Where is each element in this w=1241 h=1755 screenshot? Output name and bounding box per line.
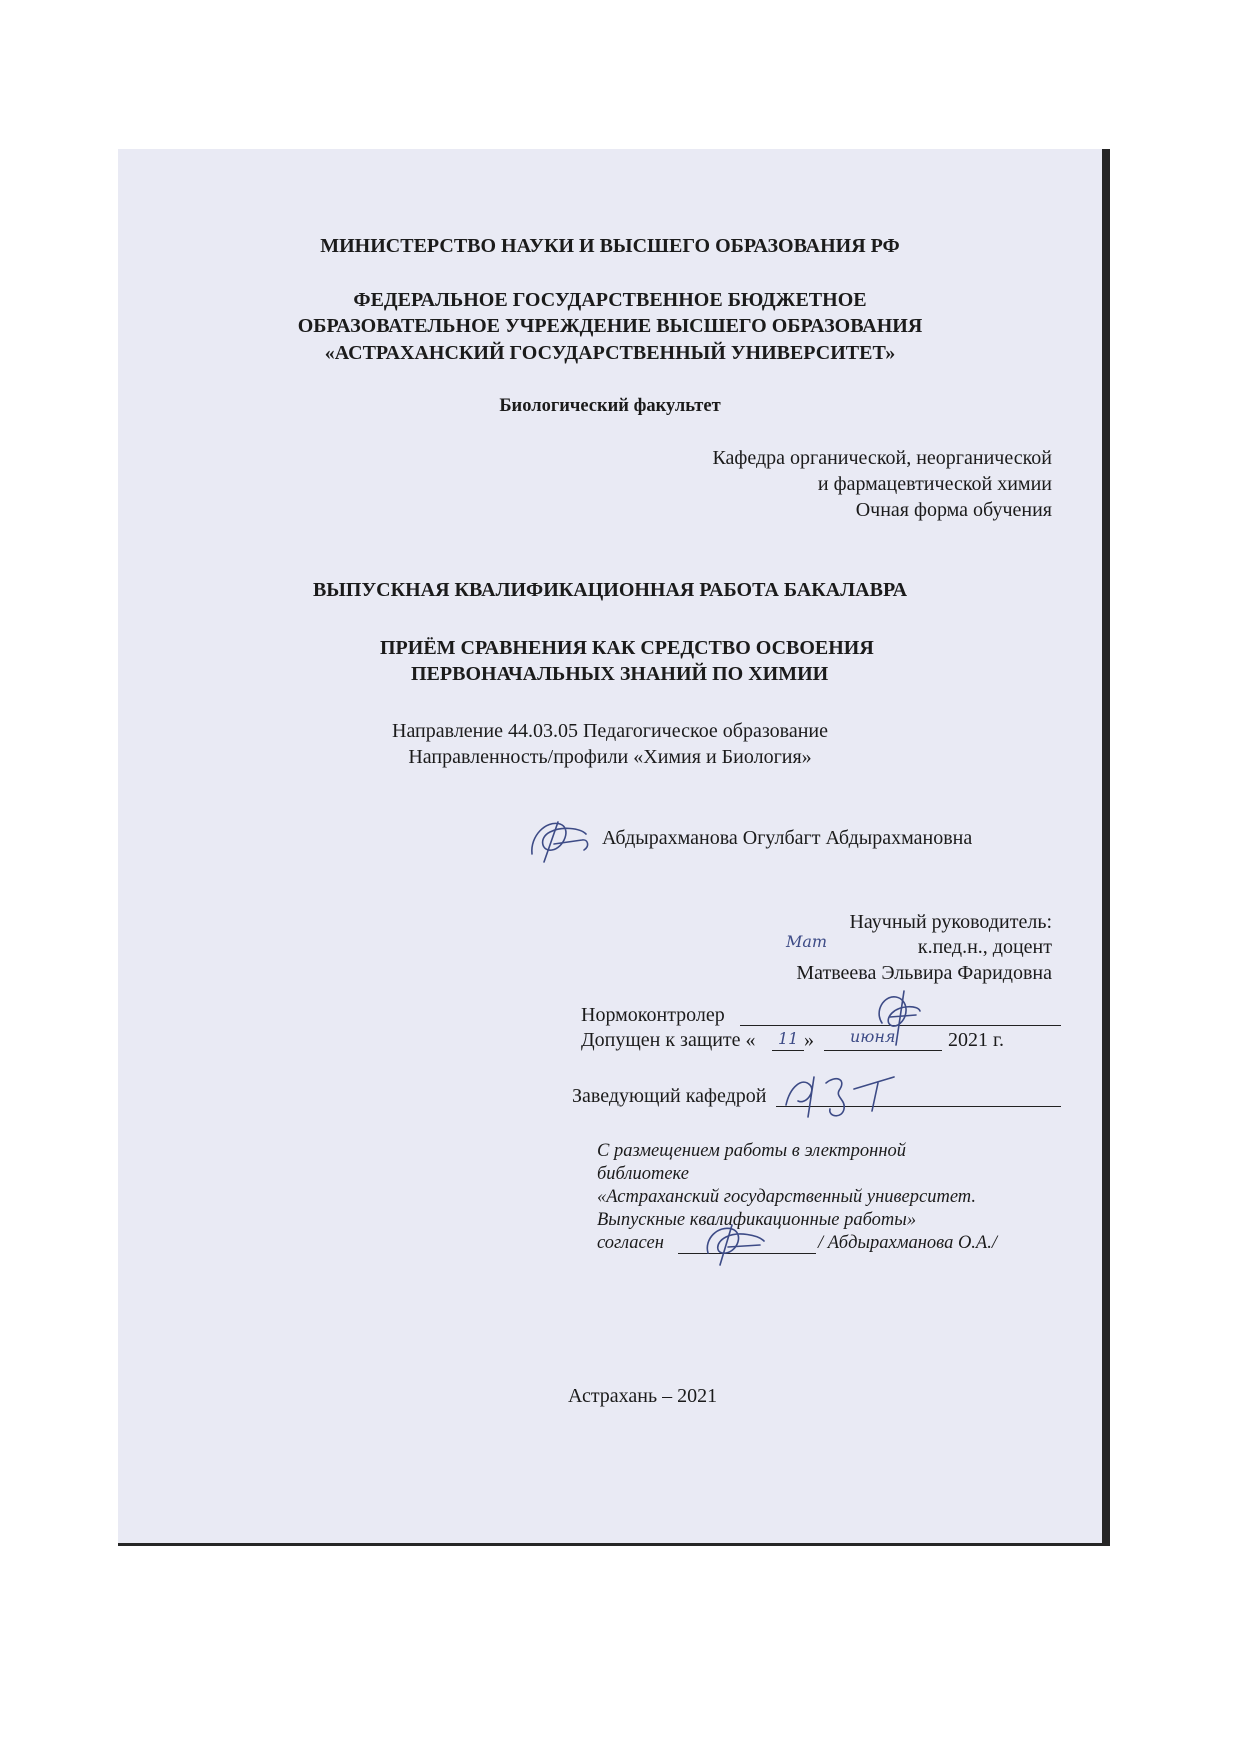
work-title-line-2: ПЕРВОНАЧАЛЬНЫХ ЗНАНИЙ ПО ХИМИИ (411, 663, 829, 685)
supervisor-signature: Мат (786, 932, 828, 951)
institution-line-3: «АСТРАХАНСКИЙ ГОСУДАРСТВЕННЫЙ УНИВЕРСИТЕТ» (324, 342, 896, 364)
normcontrol-label: Нормоконтролер (581, 1004, 725, 1026)
consent-line-1: С размещением работы в электронной (597, 1141, 907, 1161)
admitted-day: 11 (778, 1029, 799, 1048)
supervisor-name: Матвеева Эльвира Фаридовна (796, 962, 1052, 984)
head-of-department-label: Заведующий кафедрой (572, 1085, 767, 1107)
admitted-month: июня (850, 1027, 896, 1046)
author-signature (524, 814, 596, 870)
supervisor-label: Научный руководитель: (849, 911, 1052, 933)
faculty-name: Биологический факультет (499, 396, 721, 416)
institution-line-1: ФЕДЕРАЛЬНОЕ ГОСУДАРСТВЕННОЕ БЮДЖЕТНОЕ (353, 289, 867, 311)
head-signature (780, 1065, 900, 1127)
work-title-line-1: ПРИЁМ СРАВНЕНИЯ КАК СРЕДСТВО ОСВОЕНИЯ (380, 637, 874, 659)
consent-line-2: библиотеке (597, 1164, 689, 1184)
consent-agree: согласен (597, 1233, 664, 1253)
author-name: Абдырахманова Огулбагт Абдырахмановна (602, 827, 973, 849)
department-line-2: и фармацевтической химии (817, 473, 1052, 495)
admitted-month-line (824, 1050, 942, 1051)
consent-signee: / Абдырахманова О.А./ (818, 1233, 998, 1253)
admitted-mid: » (804, 1029, 814, 1051)
consent-signature (698, 1219, 778, 1273)
ministry-heading: МИНИСТЕРСТВО НАУКИ И ВЫСШЕГО ОБРАЗОВАНИЯ РФ (320, 235, 900, 257)
supervisor-degree: к.пед.н., доцент (917, 936, 1052, 958)
institution-line-2: ОБРАЗОВАТЕЛЬНОЕ УЧРЕЖДЕНИЕ ВЫСШЕГО ОБРАЗОВАНИЯ (297, 315, 923, 337)
admitted-day-line (772, 1050, 804, 1051)
department-line-1: Кафедра органической, неорганической (712, 447, 1052, 469)
city-year: Астрахань – 2021 (568, 1385, 718, 1407)
scanned-title-page (118, 149, 1110, 1546)
admitted-prefix: Допущен к защите « (581, 1029, 756, 1051)
consent-line-4: Выпускные квалификационные работы» (597, 1210, 917, 1230)
direction: Направление 44.03.05 Педагогическое образование (392, 720, 828, 742)
work-type: ВЫПУСКНАЯ КВАЛИФИКАЦИОННАЯ РАБОТА БАКАЛАВРА (312, 579, 908, 601)
admitted-year: 2021 г. (948, 1029, 1004, 1051)
consent-line-3: «Астраханский государственный университет. (597, 1187, 976, 1207)
study-form: Очная форма обучения (855, 499, 1052, 521)
profile: Направленность/профили «Химия и Биология» (408, 746, 812, 768)
